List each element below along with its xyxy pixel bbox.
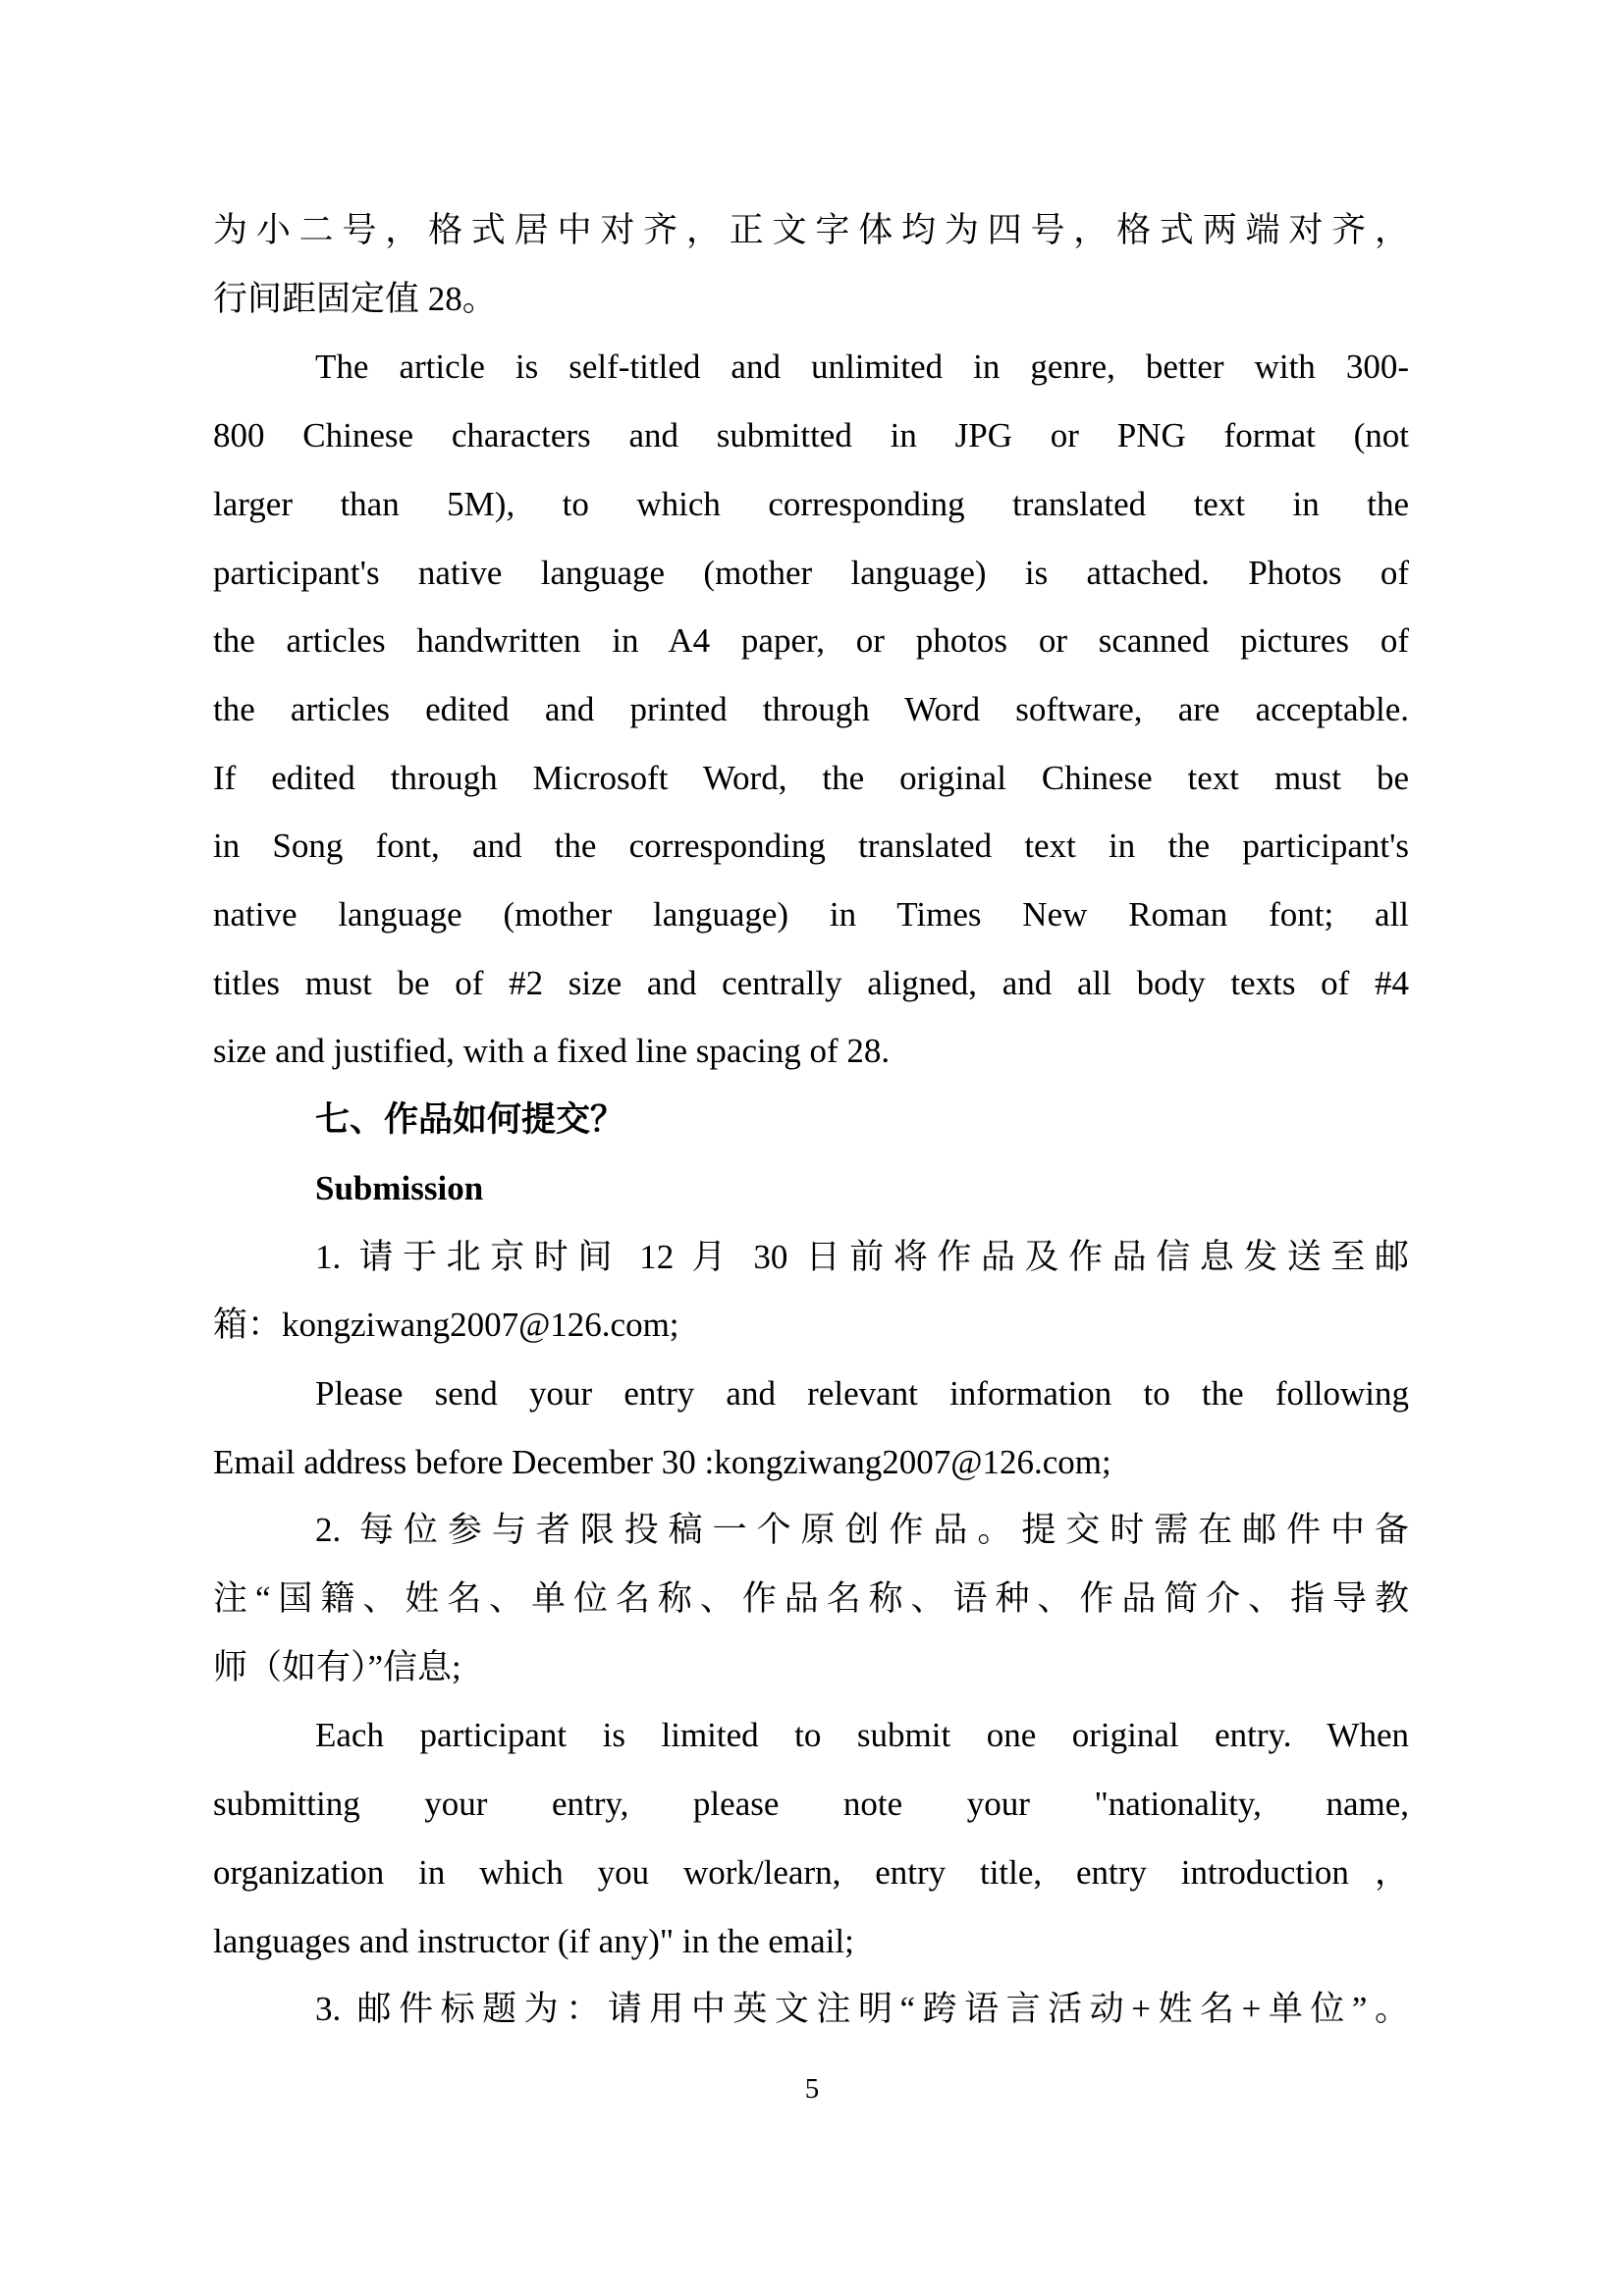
text-line: 行间距固定值 28。 bbox=[213, 279, 497, 318]
text-line: Each participant is limited to submit one original entry. When bbox=[315, 1716, 1409, 1755]
text-line: 师（如有）”信息; bbox=[213, 1647, 461, 1686]
text-line: 1. 请于北京时间 12 月 30 日前将作品及作品信息发送至邮 bbox=[315, 1237, 1409, 1276]
text-line: The article is self-titled and unlimited in genre, better with 300- bbox=[315, 347, 1409, 387]
section-heading-en: Submission bbox=[315, 1168, 484, 1207]
text-line: If edited through Microsoft Word, the original Chinese text must be bbox=[213, 758, 1409, 797]
text-line: the articles handwritten in A4 paper, or photos or scanned pictures of bbox=[213, 621, 1409, 661]
email-address-line: Email address before December 30 :kongziwang2007@126.com; bbox=[213, 1442, 1111, 1481]
text-line: in Song font, and the corresponding translated text in the participant's bbox=[213, 827, 1409, 866]
section-heading-zh: 七、作品如何提交？ bbox=[315, 1100, 625, 1140]
text-line: the articles edited and printed through Word software, are acceptable. bbox=[213, 689, 1409, 728]
text-line: 3. 邮件标题为：请用中英文注明“跨语言活动+姓名+单位”。 bbox=[315, 1990, 1409, 2029]
text-line: Please send your entry and relevant information to the following bbox=[315, 1373, 1409, 1413]
text-line: participant's native language (mother language) is attached. Photos of bbox=[213, 553, 1409, 592]
text-line: 为小二号，格式居中对齐，正文字体均为四号，格式两端对齐， bbox=[213, 211, 1409, 249]
text-line: submitting your entry, please note your "nationality, name, bbox=[213, 1785, 1409, 1824]
text-line: native language (mother language) in Times New Roman font; all bbox=[213, 895, 1409, 934]
page-number: 5 bbox=[804, 2073, 820, 2105]
text-line: 2. 每位参与者限投稿一个原创作品。提交时需在邮件中备 bbox=[315, 1511, 1409, 1550]
text-line: 800 Chinese characters and submitted in JPG or PNG format (not bbox=[213, 416, 1409, 455]
text-line: organization in which you work/learn, entry title, entry introduction， bbox=[213, 1852, 1409, 1892]
text-line: titles must be of #2 size and centrally aligned, and all body texts of #4 bbox=[213, 963, 1409, 1002]
text-line: size and justified, with a fixed line spacing of 28. bbox=[213, 1032, 891, 1071]
text-line: larger than 5M), to which corresponding translated text in the bbox=[213, 484, 1409, 523]
text-line: 注“国籍、姓名、单位名称、作品名称、语种、作品简介、指导教 bbox=[213, 1579, 1409, 1619]
text-line: languages and instructor (if any)" in the email; bbox=[213, 1921, 854, 1960]
email-address-line: 箱：kongziwang2007@126.com; bbox=[213, 1306, 679, 1345]
